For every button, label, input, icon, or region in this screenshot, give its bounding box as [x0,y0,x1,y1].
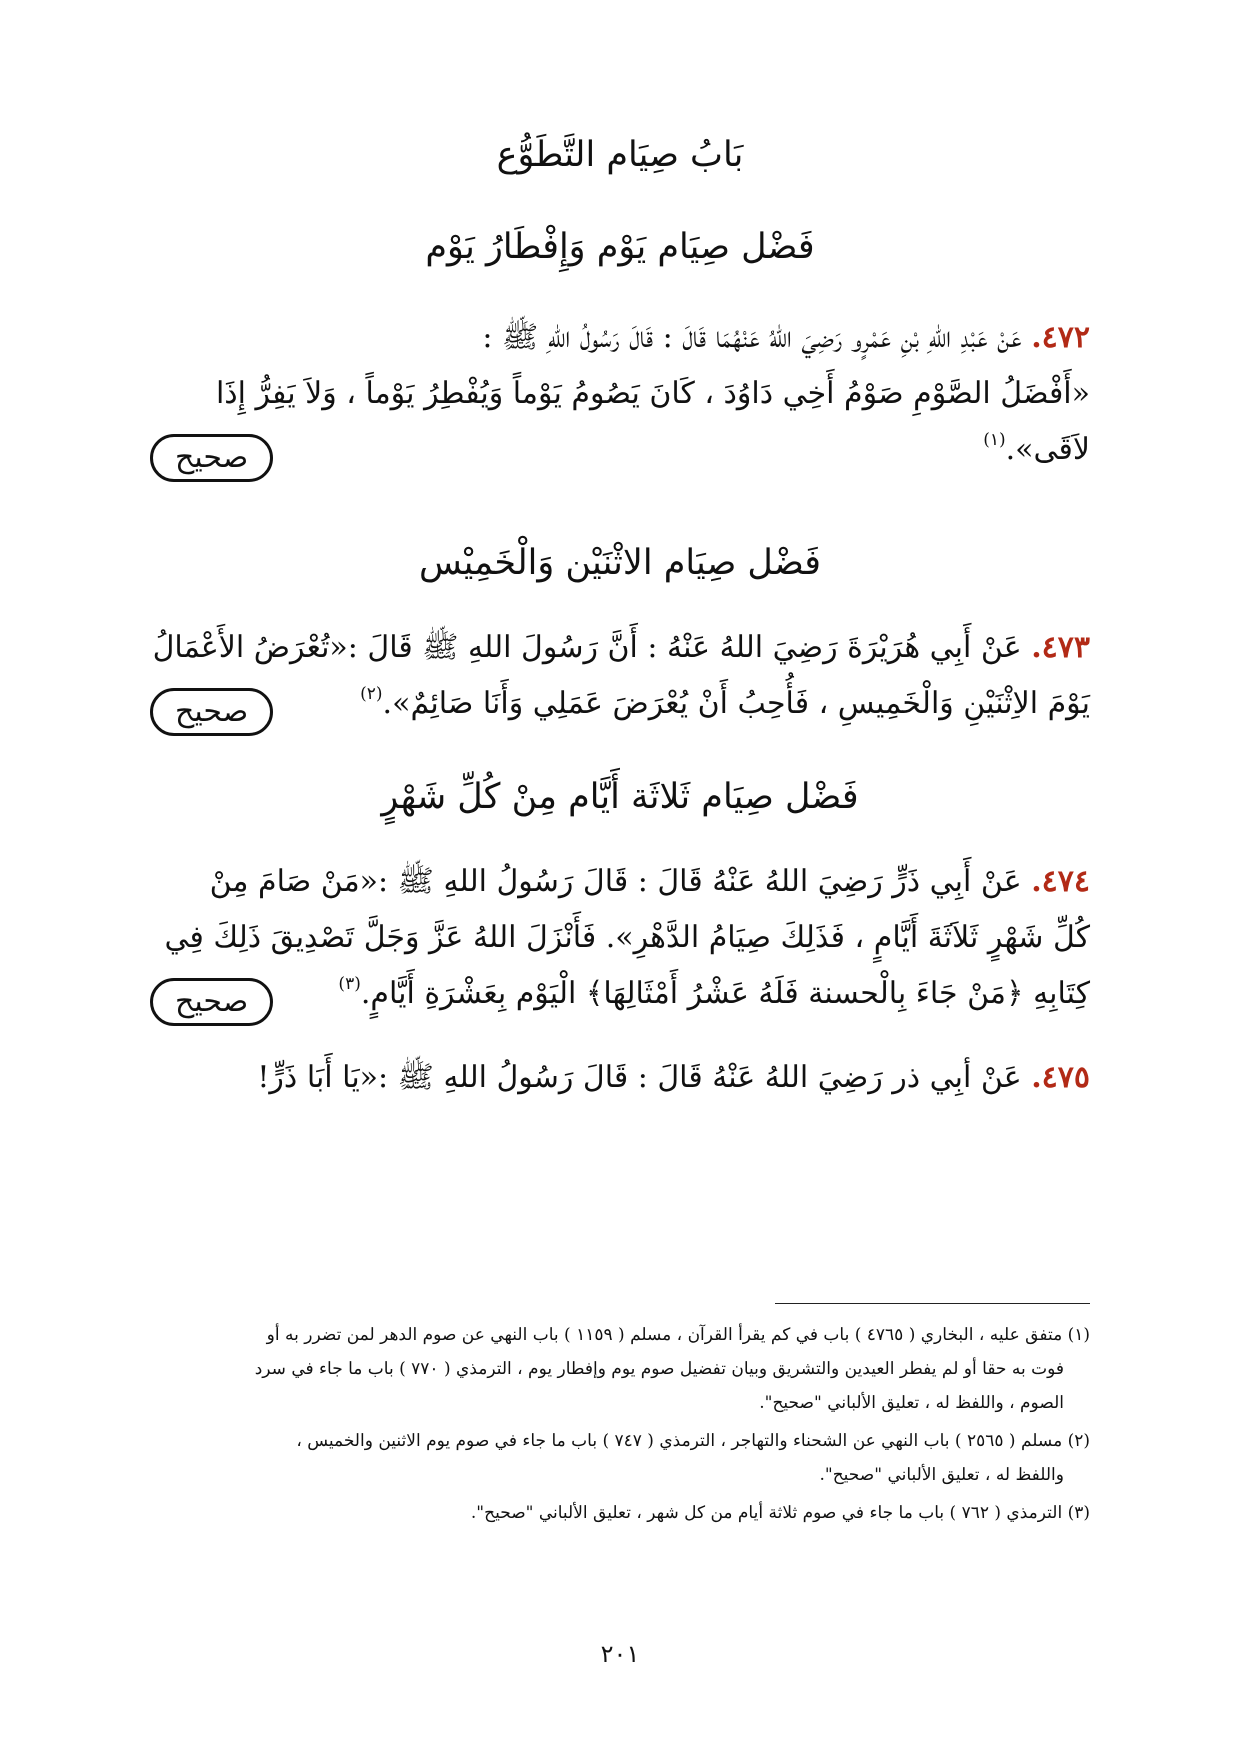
hadith-text: كِتَابِهِ ﴿مَنْ جَاءَ بِالْحسنة فَلَهُ عَشْرُ أَمْثَالِهَا﴾ الْيَوْم بِعَشْرَةِ أَيَّامٍ. [360,976,1090,1011]
footnote-text: الصوم ، واللفظ له ، تعليق الألباني "صحيح". [759,1393,1064,1413]
hadith-text: عَنْ عَبْدِ اللهِ بْنِ عَمْرٍو رَضِيَ اللهُ عَنْهُمَا قَالَ : قَالَ رَسُولُ اللهِ ﷺ : [482,320,1022,355]
footnote-text: (٣) الترمذي ( ٧٦٢ ) باب ما جاء في صوم ثلاثة أيام من كل شهر ، تعليق الألباني "صحيح". [470,1503,1090,1523]
section-heading-three-days: فَضْل صِيَام ثَلاثَة أَيَّام مِنْ كُلِّ شَهْرٍ [381,777,859,817]
footnote-divider [775,1303,1090,1304]
hadith-text: لاَقَى». [1005,432,1090,467]
footnote-2 [150,1424,1090,1492]
footnote-text: (١) متفق عليه ، البخاري ( ٤٧٦٥ ) باب في كم يقرأ القرآن ، مسلم ( ١١٥٩ ) باب النهي عن صوم الدهر لمن تضرر به أو [266,1325,1090,1345]
footnote-ref: (١) [983,430,1006,450]
hadith-text: عَنْ أبِي ذر رَضِيَ اللهُ عَنْهُ قَالَ : قَالَ رَسُولُ اللهِ ﷺ :«يَا أَبَا ذَرٍّ! [257,1060,1022,1095]
page-number: ٢٠١ [600,1640,640,1668]
footnote-text: واللفظ له ، تعليق الألباني "صحيح". [819,1465,1064,1485]
hadith-474-line-1 [150,862,1090,918]
section-heading-mon-thu: فَضْل صِيَام الاثْنَيْن وَالْخَمِيْس [418,543,822,583]
chapter-title: بَابُ صِيَام التَّطَوُّع [496,135,744,175]
hadith-472-line-3 [150,430,1090,486]
hadith-number: ٤٧٥. [1031,1060,1090,1095]
hadith-text: عَنْ أَبِي هُرَيْرَةَ رَضِيَ اللهُ عَنْهُ : أَنَّ رَسُولَ اللهِ ﷺ قَالَ :«تُعْرَضُ الأَعْمَالُ [152,630,1022,665]
footnote-1 [150,1318,1090,1420]
hadith-472-line-1 [150,318,1090,374]
hadith-472 [150,318,1090,498]
footnote-text: (٢) مسلم ( ٢٥٦٥ ) باب النهي عن الشحناء والتهاجر ، الترمذي ( ٧٤٧ ) باب ما جاء في صوم يوم الاثنين والخميس ، [296,1431,1090,1451]
hadith-number: ٤٧٣. [1031,630,1090,665]
grade-badge: صحيح [150,688,273,736]
section-heading-day-fast: فَضْل صِيَام يَوْم وَإِفْطَارُ يَوْم [425,227,815,267]
footnote-text: فوت به حقا أو لم يفطر العيدين والتشريق وبيان تفضيل صوم يوم وإفطار يوم ، الترمذي ( ٧٧٠ ) باب ما جاء في سرد [254,1359,1064,1379]
hadith-number: ٤٧٢. [1031,320,1090,355]
footnotes [150,1318,1090,1534]
hadith-474-line-2: كُلِّ شَهْرٍ ثَلاَثَةَ أَيَّامٍ ، فَذَلِكَ صِيَامُ الدَّهْرِ». فَأَنْزَلَ اللهُ عَزَّ وَجَلَّ تَصْدِيقَ ذَلِكَ فِي [164,920,1090,955]
hadith-473-line-1 [150,628,1090,684]
hadith-475 [150,1058,1090,1118]
footnote-3 [150,1496,1090,1530]
hadith-472-line-2: «أَفْضَلُ الصَّوْمِ صَوْمُ أَخِي دَاوُدَ ، كَانَ يَصُومُ يَوْماً وَيُفْطِرُ يَوْماً ، وَلاَ يَفِرُّ إِذَا [215,376,1090,411]
hadith-text: عَنْ أَبِي ذَرٍّ رَضِيَ اللهُ عَنْهُ قَالَ : قَالَ رَسُولُ اللهِ ﷺ :«مَنْ صَامَ مِنْ [209,864,1022,899]
hadith-474 [150,862,1090,1042]
footnote-ref: (٣) [338,974,361,994]
hadith-text: يَوْمَ الاِثْنَيْنِ وَالْخَمِيسِ ، فَأُحِبُ أَنْ يُعْرَضَ عَمَلِي وَأَنَا صَائِمٌ». [382,686,1090,721]
footnote-ref: (٢) [360,684,383,704]
hadith-473-line-2 [150,684,1090,740]
hadith-number: ٤٧٤. [1031,864,1090,899]
hadith-473 [150,628,1090,748]
hadith-474-line-3 [150,974,1090,1030]
hadith-475-line-1 [150,1058,1090,1114]
grade-badge: صحيح [150,978,273,1026]
grade-badge: صحيح [150,434,273,482]
